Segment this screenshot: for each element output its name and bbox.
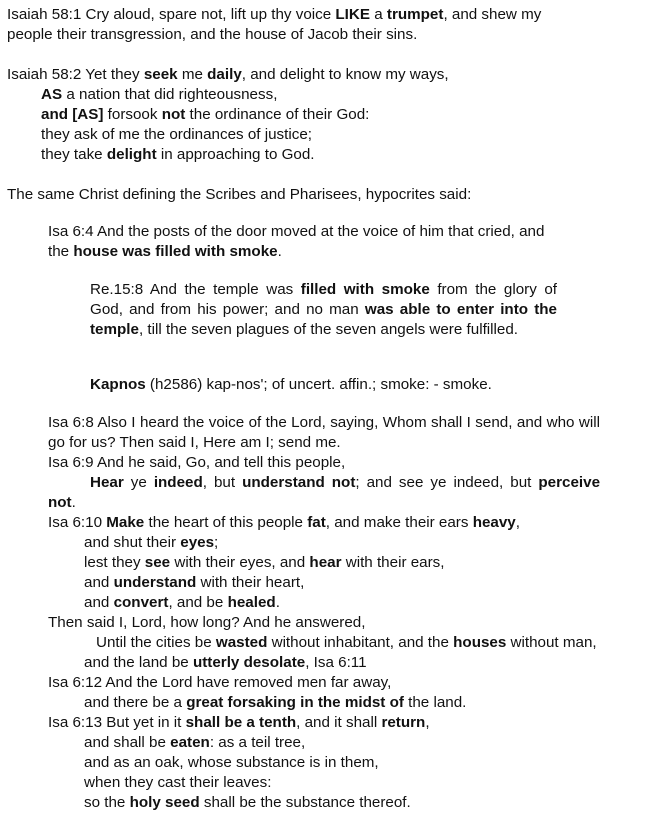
text: The same Christ defining the Scribes and Pharisees, hypocrites said:: [7, 186, 472, 203]
text: with their heart,: [196, 574, 305, 591]
text: .: [277, 243, 282, 260]
text: ,: [425, 714, 430, 731]
text: shall be the substance thereof.: [199, 794, 411, 811]
text: and there be a: [84, 694, 187, 711]
text-bold: understand: [113, 574, 197, 591]
text: me: [177, 66, 208, 83]
text: the: [48, 243, 74, 260]
text: Isa 6:13 But yet in it: [48, 714, 186, 731]
text: without man,: [506, 634, 597, 651]
verse-line: [7, 85, 627, 105]
text: , and it shall: [296, 714, 382, 731]
text: without inhabitant, and the: [267, 634, 454, 651]
text: Re.15:8 And the temple was: [90, 281, 301, 298]
verse-line: when they cast their leaves:: [84, 774, 272, 791]
text-bold: healed: [227, 594, 276, 611]
text: a nation that did righteousness,: [62, 86, 278, 103]
text-bold: LIKE: [335, 6, 371, 23]
text-bold: hear: [309, 554, 342, 571]
verse-line: [48, 793, 600, 813]
text-bold: utterly desolate: [192, 654, 306, 671]
text-bold: convert: [113, 594, 169, 611]
isaiah-58-1: [7, 5, 643, 45]
text-bold: Kapnos: [90, 376, 146, 393]
text: so the: [84, 794, 130, 811]
revelation-15-8: [90, 280, 557, 340]
text: , and make their ears: [325, 514, 473, 531]
verse-line: [48, 733, 600, 753]
text: and: [84, 574, 114, 591]
text: Isa 6:4 And the posts of the door moved at the voice of him that cried, and: [48, 223, 545, 240]
text-bold: trumpet: [386, 6, 444, 23]
text-bold: filled with smoke: [300, 281, 430, 298]
text: .: [275, 594, 280, 611]
paragraph: [90, 280, 557, 340]
verse-line: [48, 593, 600, 613]
isa-6-4: [48, 222, 608, 262]
text: ; and see ye indeed, but: [355, 474, 539, 491]
text-bold: eaten: [170, 734, 210, 751]
text-bold: indeed: [153, 474, 203, 491]
text-bold: understand not: [242, 474, 356, 491]
text: with their ears,: [341, 554, 445, 571]
text: .: [71, 494, 76, 511]
text: they ask of me the ordinances of justice;: [41, 126, 312, 143]
text-bold: eyes: [180, 534, 215, 551]
text: lest they: [84, 554, 145, 571]
text-bold: fat: [307, 514, 326, 531]
text: and the land be: [84, 654, 193, 671]
isaiah-58-2: [7, 65, 627, 165]
text: , till the seven plagues of the seven angels were fulfilled.: [138, 321, 519, 338]
text: Until the cities be: [96, 634, 216, 651]
paragraph: [7, 5, 643, 45]
verse-line: and as an oak, whose substance is in them,: [84, 754, 379, 771]
text: , and be: [168, 594, 228, 611]
verse-line: [7, 105, 627, 125]
text: ye: [123, 474, 154, 491]
verse-line: [48, 573, 600, 593]
text-bold: daily: [207, 66, 242, 83]
text: Isa 6:8 Also I heard the voice of the Lord, saying, Whom shall I send, and who will go for us? Then said I, Here am I; send me.: [48, 414, 600, 451]
verse-line: [7, 65, 627, 85]
paragraph: [90, 375, 590, 395]
text: from the glory of God, and from his power; and no man: [90, 281, 557, 318]
text: , but: [202, 474, 243, 491]
text-bold: and [AS]: [41, 106, 104, 123]
text-bold: shall be a tenth: [185, 714, 297, 731]
text: the ordinance of their God:: [185, 106, 370, 123]
verse-line: Then said I, Lord, how long? And he answered,: [48, 614, 366, 631]
kapnos-definition: [90, 375, 590, 395]
text-bold: holy seed: [129, 794, 200, 811]
text: they take: [41, 146, 107, 163]
verse-line: [48, 713, 600, 733]
text: , and delight to know my ways,: [241, 66, 449, 83]
text-bold: perceive not: [48, 474, 601, 511]
verse-line: [48, 653, 600, 673]
paragraph: [48, 222, 608, 262]
verse-line: Isa 6:9 And he said, Go, and tell this people,: [48, 454, 346, 471]
intro-line: [7, 185, 637, 205]
text-bold: heavy: [472, 514, 516, 531]
verse-line: [7, 145, 627, 165]
text-bold: Make: [106, 514, 145, 531]
text: Isa 6:10: [48, 514, 107, 531]
isa-6-8-to-13: [48, 413, 600, 813]
text: and shall be: [84, 734, 171, 751]
text: and shut their: [84, 534, 181, 551]
text: Isaiah 58:2 Yet they: [7, 66, 144, 83]
text: and: [84, 594, 114, 611]
text: a: [370, 6, 387, 23]
text-bold: was able to enter into the temple: [90, 301, 557, 338]
verse-line: [48, 553, 600, 573]
text: Isaiah 58:1 Cry aloud, spare not, lift up thy voice: [7, 6, 336, 23]
text-bold: seek: [143, 66, 178, 83]
text: ,: [515, 514, 520, 531]
text-bold: wasted: [215, 634, 268, 651]
text-bold: see: [144, 554, 171, 571]
text-bold: great forsaking in the midst of: [186, 694, 404, 711]
verse-line: [48, 533, 600, 553]
verse-line: [48, 693, 600, 713]
text: : as a teil tree,: [209, 734, 306, 751]
verse-line: [7, 125, 627, 145]
verse-line: [48, 513, 600, 533]
text-bold: house was filled with smoke: [73, 243, 278, 260]
verse-line: Isa 6:12 And the Lord have removed men far away,: [48, 674, 392, 691]
text: ;: [214, 534, 219, 551]
text-bold: AS: [41, 86, 63, 103]
text: forsook: [103, 106, 162, 123]
text-bold: Hear: [90, 474, 124, 491]
text-bold: not: [161, 106, 186, 123]
verse-line: [48, 633, 600, 653]
text-bold: delight: [106, 146, 157, 163]
text: , and shew my: [443, 6, 542, 23]
text: , Isa 6:11: [305, 654, 367, 671]
text: people their transgression, and the house of Jacob their sins.: [7, 26, 418, 43]
text: the land.: [403, 694, 467, 711]
verse-line: [48, 473, 600, 513]
text-bold: return: [381, 714, 426, 731]
text: with their eyes, and: [170, 554, 310, 571]
paragraph: [48, 413, 600, 453]
text: the heart of this people: [144, 514, 308, 531]
text-bold: houses: [453, 634, 507, 651]
text: in approaching to God.: [156, 146, 315, 163]
text: (h2586) kap-nos'; of uncert. affin.; smoke: - smoke.: [145, 376, 492, 393]
